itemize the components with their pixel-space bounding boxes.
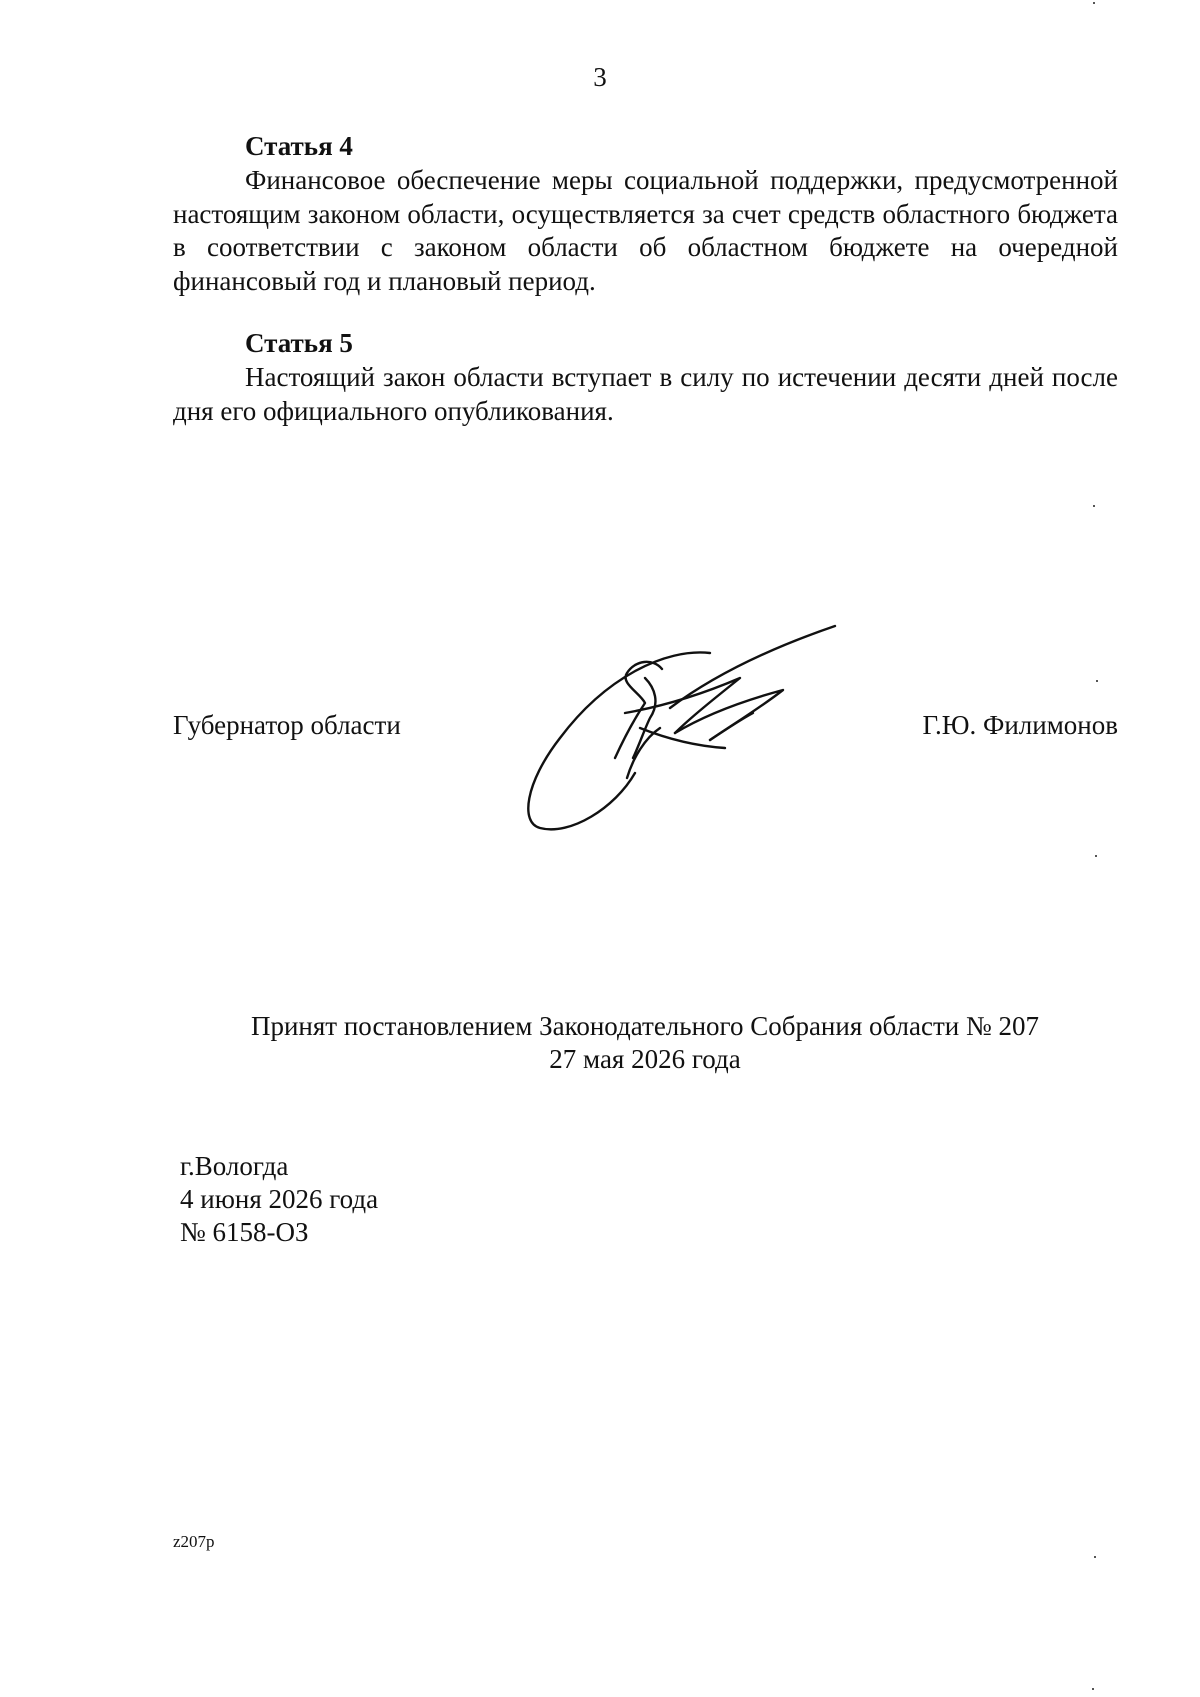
article-5-body: Настоящий закон области вступает в силу по истечении десяти дней после дня его официального опубликования. (173, 362, 1118, 426)
signing-date: 4 июня 2026 года (180, 1184, 379, 1214)
scan-speck (1095, 855, 1097, 857)
city: г.Вологда (180, 1151, 289, 1181)
scan-speck (1094, 1556, 1096, 1558)
page-number: 3 (593, 62, 607, 92)
scan-speck (1092, 1688, 1094, 1690)
adoption-resolution: Принят постановлением Законодательного Собрания области № 207 (250, 1011, 1040, 1041)
place-and-number-block (180, 1150, 378, 1249)
scan-speck (1093, 2, 1095, 4)
scan-speck (1093, 505, 1095, 507)
handwritten-signature (515, 618, 845, 848)
article-4-heading: Статья 4 (245, 131, 353, 161)
law-number: № 6158-ОЗ (180, 1217, 309, 1247)
article-5-heading: Статья 5 (245, 328, 353, 358)
adoption-note (0, 1010, 1200, 1076)
scan-speck (1096, 680, 1098, 682)
adoption-date: 27 мая 2026 года (549, 1044, 741, 1074)
signatory-name: Г.Ю. Филимонов (922, 710, 1118, 740)
document-code: z207p (173, 1532, 215, 1551)
signatory-position: Губернатор области (173, 710, 401, 740)
article-4-body: Финансовое обеспечение меры социальной поддержки, предусмотренной настоящим законом области, осуществляется за счет средств областного бюджета в соответствии с законом области об областном бюджете на очередной финансовый год и плановый период. (173, 165, 1118, 296)
